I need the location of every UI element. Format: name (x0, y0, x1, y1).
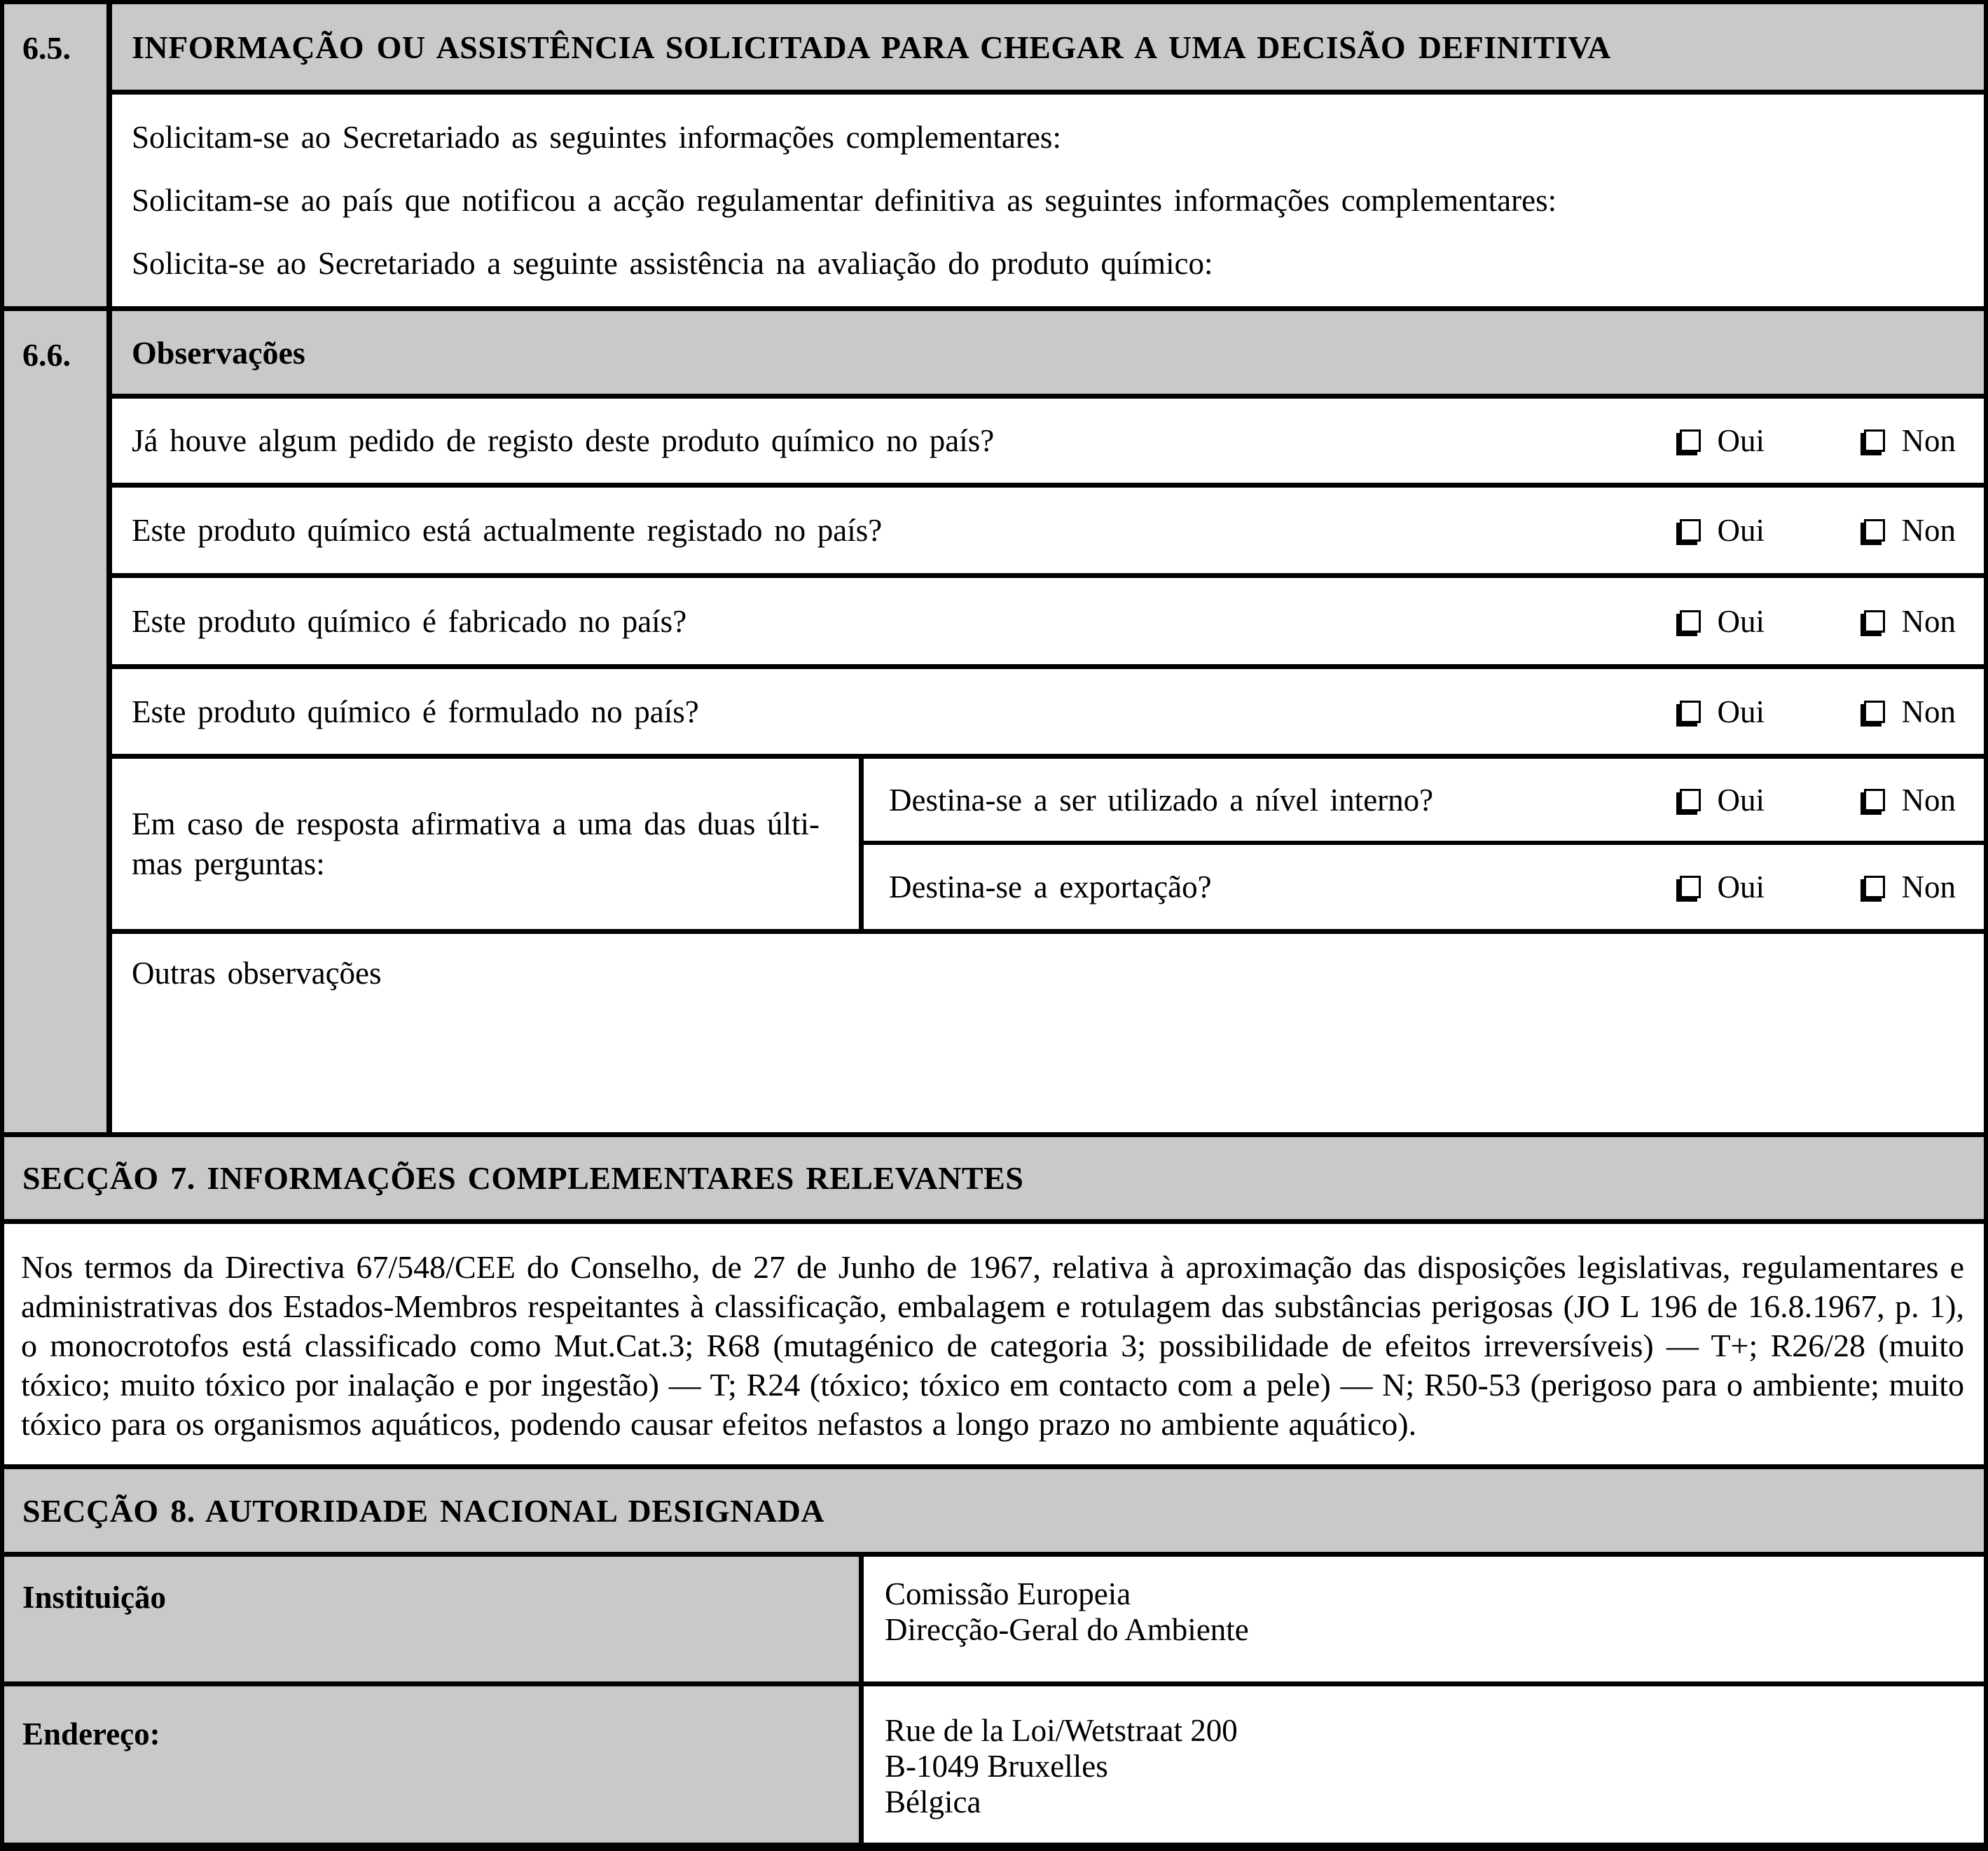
no-label: Non (1901, 694, 1956, 729)
yes-no-group (1680, 512, 1956, 549)
sub-question-label: Destina-se a ser utilizado a nível interno? (889, 782, 1434, 818)
no-label: Non (1901, 869, 1956, 904)
question-row-2 (112, 483, 1984, 573)
address-value-line: B-1049 Bruxelles (885, 1749, 1108, 1784)
section-6-6-content (112, 311, 1984, 1132)
address-value (864, 1686, 1984, 1843)
address-value-line: Bélgica (885, 1784, 981, 1819)
checkbox-icon[interactable] (1680, 429, 1701, 452)
yes-label: Oui (1717, 513, 1765, 548)
yes-option[interactable] (1680, 782, 1864, 818)
question-row-1 (112, 394, 1984, 483)
institution-value-line: Comissão Europeia (885, 1576, 1131, 1611)
checkbox-icon[interactable] (1680, 876, 1701, 898)
yes-label: Oui (1717, 782, 1765, 818)
yes-no-group (1680, 782, 1956, 818)
section-number-6-5: 6.5. (4, 4, 112, 306)
yes-option[interactable] (1680, 422, 1864, 459)
address-label: Endereço: (4, 1686, 864, 1843)
section-6-6-header: Observações (112, 311, 1984, 394)
conditional-label-line1: Em caso de resposta afirmativa a uma das duas últi- (132, 806, 820, 841)
institution-value (864, 1557, 1984, 1681)
question-label: Este produto químico está actualmente registado no país? (132, 513, 883, 548)
question-label: Já houve algum pedido de registo deste produto químico no país? (132, 423, 995, 458)
info-request-line: Solicitam-se ao país que notificou a acção regulamentar definitiva as seguintes informações complementares: (132, 183, 1557, 218)
section-6-5-body (112, 95, 1984, 306)
yes-label: Oui (1717, 869, 1765, 904)
no-label: Non (1901, 513, 1956, 548)
checkbox-icon[interactable] (1864, 701, 1885, 723)
no-option[interactable] (1864, 694, 1956, 730)
yes-label: Oui (1717, 603, 1765, 639)
conditional-label (112, 759, 864, 929)
checkbox-icon[interactable] (1864, 429, 1885, 452)
yes-no-group (1680, 869, 1956, 905)
no-option[interactable] (1864, 422, 1956, 459)
yes-option[interactable] (1680, 869, 1864, 905)
yes-option[interactable] (1680, 603, 1864, 640)
section-6-5 (4, 4, 1984, 306)
info-request-line: Solicitam-se ao Secretariado as seguintes informações complementares: (132, 120, 1061, 155)
checkbox-icon[interactable] (1680, 789, 1701, 811)
section-7-paragraph: Nos termos da Directiva 67/548/CEE do Conselho, de 27 de Junho de 1967, relativa à aproximação das disposições legislativas, regulamentares e administrativas dos Estados-Membros respeitantes à classificação, embalagem e rotulagem das substâncias perigosas (JO L 196 de 16.8.1967, p. 1), o monocrotofos está classificado como Mut.Cat.3; R68 (mutagénico de categoria 3; possibilidade de efeitos irreversíveis) — T+; R26/28 (muito tóxico; muito tóxico por inalação e por ingestão) — T; R24 (tóxico; tóxico em contacto com a pele) — N; R50-53 (perigoso para o ambiente; muito tóxico para os organismos aquáticos, podendo causar efeitos nefastos a longo prazo no ambiente aquático). (21, 1249, 1964, 1442)
checkbox-icon[interactable] (1864, 789, 1885, 811)
sub-question-label: Destina-se a exportação? (889, 869, 1212, 904)
sub-question-row-2 (864, 841, 1984, 929)
conditional-row (112, 754, 1984, 929)
institution-label: Instituição (4, 1557, 864, 1681)
authority-row-institution (4, 1557, 1984, 1681)
info-request-line: Solicita-se ao Secretariado a seguinte assistência na avaliação do produto químico: (132, 246, 1213, 281)
section-6-5-header: INFORMAÇÃO OU ASSISTÊNCIA SOLICITADA PARA CHEGAR A UMA DECISÃO DEFINITIVA (112, 4, 1984, 95)
section-6-5-content (112, 4, 1984, 306)
checkbox-icon[interactable] (1680, 610, 1701, 633)
yes-label: Oui (1717, 694, 1765, 729)
conditional-sub-rows (864, 759, 1984, 929)
yes-label: Oui (1717, 423, 1765, 458)
no-option[interactable] (1864, 782, 1956, 818)
section-number-6-6: 6.6. (4, 311, 112, 1132)
question-row-4 (112, 664, 1984, 754)
no-option[interactable] (1864, 512, 1956, 549)
sub-question-row-1 (864, 759, 1984, 841)
yes-option[interactable] (1680, 512, 1864, 549)
authority-row-address (4, 1681, 1984, 1843)
checkbox-icon[interactable] (1864, 610, 1885, 633)
yes-no-group (1680, 603, 1956, 640)
no-label: Non (1901, 782, 1956, 818)
institution-value-line: Direcção-Geral do Ambiente (885, 1612, 1249, 1647)
question-label: Este produto químico é fabricado no país? (132, 603, 687, 639)
section-8-header: SECÇÃO 8. AUTORIDADE NACIONAL DESIGNADA (4, 1464, 1984, 1557)
question-label: Este produto químico é formulado no país? (132, 694, 699, 729)
no-option[interactable] (1864, 603, 1956, 640)
checkbox-icon[interactable] (1680, 701, 1701, 723)
yes-no-group (1680, 422, 1956, 459)
no-label: Non (1901, 423, 1956, 458)
no-label: Non (1901, 603, 1956, 639)
section-6-6 (4, 306, 1984, 1132)
section-7-header: SECÇÃO 7. INFORMAÇÕES COMPLEMENTARES RELEVANTES (4, 1132, 1984, 1224)
question-row-3 (112, 573, 1984, 664)
no-option[interactable] (1864, 869, 1956, 905)
checkbox-icon[interactable] (1864, 876, 1885, 898)
address-value-line: Rue de la Loi/Wetstraat 200 (885, 1713, 1238, 1748)
other-observations-row (112, 929, 1984, 1132)
checkbox-icon[interactable] (1864, 519, 1885, 542)
yes-option[interactable] (1680, 694, 1864, 730)
checkbox-icon[interactable] (1680, 519, 1701, 542)
conditional-label-line2: mas perguntas: (132, 846, 325, 881)
other-observations-label: Outras observações (132, 956, 382, 991)
yes-no-group (1680, 694, 1956, 730)
